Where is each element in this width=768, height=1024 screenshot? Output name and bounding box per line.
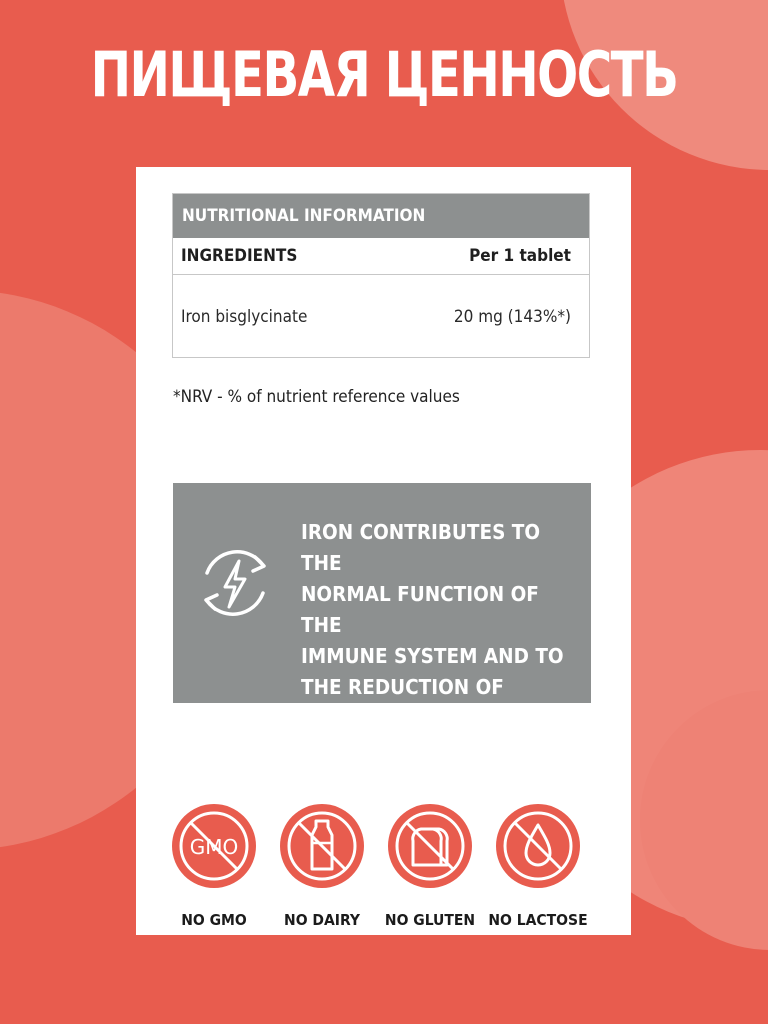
health-claim-panel	[173, 483, 591, 730]
column-header-serving: Per 1 tablet	[469, 246, 571, 266]
ingredient-amount: 20 mg (143%*)	[453, 306, 571, 327]
badge-label: NO LACTOSE	[488, 911, 588, 929]
badge-no-gluten	[380, 803, 480, 929]
no-gmo-icon	[171, 803, 257, 889]
nutrition-table-header: NUTRITIONAL INFORMATION	[173, 194, 589, 238]
badge-no-dairy	[272, 803, 372, 929]
gmo-icon-text: GMO	[189, 835, 239, 859]
badge-label: NO DAIRY	[284, 911, 360, 929]
badge-label: NO GLUTEN	[384, 911, 476, 929]
nrv-footnote: *NRV - % of nutrient reference values	[173, 387, 460, 407]
no-gluten-icon	[387, 803, 473, 889]
nutrition-table	[172, 193, 590, 358]
energy-cycle-icon	[187, 535, 283, 631]
ingredient-name: Iron bisglycinate	[181, 306, 308, 327]
health-claim-text: IRON CONTRIBUTES TO THE NORMAL FUNCTION OF THE IMMUNE SYSTEM AND TO THE REDUCTION OF TIREDNESS AND FATIGUE	[301, 520, 564, 730]
badge-no-lactose	[488, 803, 588, 929]
table-row	[173, 275, 589, 358]
no-lactose-icon	[495, 803, 581, 889]
badge-no-gmo	[164, 803, 264, 929]
badge-label: NO GMO	[181, 911, 247, 929]
no-dairy-icon	[279, 803, 365, 889]
nutrition-table-column-headers	[173, 238, 589, 275]
page-title: ПИЩЕВАЯ ЦЕННОСТЬ	[90, 38, 678, 111]
info-card	[136, 167, 631, 935]
column-header-ingredients: INGREDIENTS	[181, 246, 298, 266]
